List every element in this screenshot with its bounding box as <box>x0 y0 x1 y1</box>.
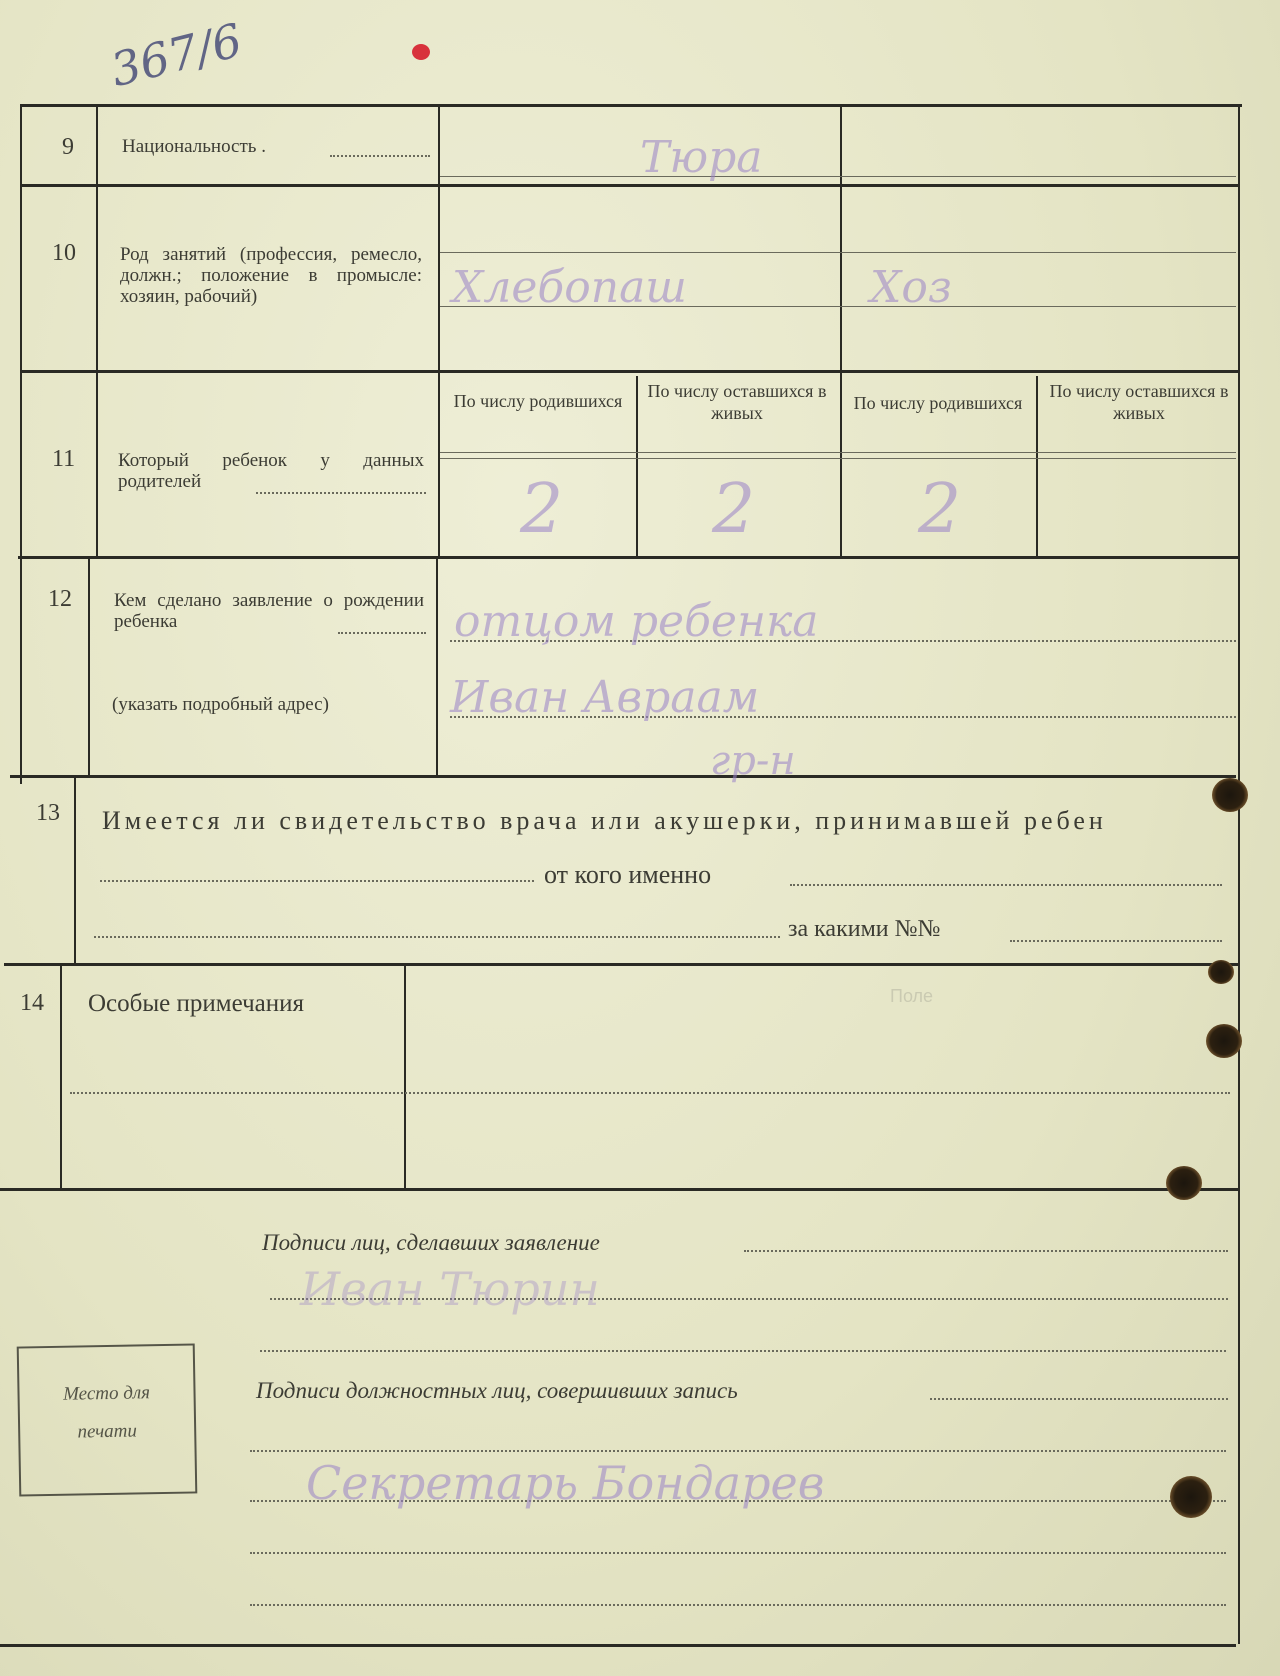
binding-hole <box>1208 960 1234 984</box>
nationality-label: Национальность . <box>122 136 266 157</box>
declarant-value-line3: гр-н <box>710 738 796 784</box>
row11-header-line-2 <box>440 458 1236 459</box>
row9-inner-line <box>440 176 1236 177</box>
row-divider-9-10 <box>22 184 1238 187</box>
row-divider-12-13 <box>10 775 1236 778</box>
red-ink-mark <box>412 44 430 60</box>
row-number-14: 14 <box>20 990 44 1016</box>
col-alive-mother: По числу оставшихся в живых <box>1049 381 1229 423</box>
row11-header-line <box>440 452 1236 453</box>
declarant-value-line2: Иван Авраам <box>450 672 760 723</box>
row-number-10: 10 <box>52 240 76 266</box>
stamp-place-box <box>17 1343 198 1496</box>
row14-line-1 <box>70 1092 1230 1094</box>
nationality-value: Тюра <box>640 132 763 183</box>
table-left-border <box>20 104 22 784</box>
row-divider-13-14 <box>4 963 1238 966</box>
occupation-value-left: Хлебопаш <box>452 262 687 313</box>
row10-line-1 <box>440 252 1236 253</box>
number-column-divider-14 <box>60 963 62 1188</box>
binding-hole <box>1206 1024 1242 1058</box>
sig-line-7 <box>250 1552 1226 1554</box>
nationality-label-dots <box>330 155 430 157</box>
label-column-divider <box>438 104 440 556</box>
col-alive-father: По числу оставшихся в живых <box>647 381 827 423</box>
bleed-through-text: Поле <box>890 986 934 1006</box>
sig-line-4 <box>930 1398 1228 1400</box>
row11-col-divider-3 <box>1036 376 1038 556</box>
child-order-label: Который ребенок у данных родителей <box>118 450 424 492</box>
child-order-label-dots <box>256 492 426 494</box>
row13-line-3 <box>94 936 780 938</box>
number-column-divider-lower <box>88 556 90 775</box>
col-born-father: По числу родившихся <box>453 391 623 411</box>
occupation-value-right: Хоз <box>870 262 952 313</box>
row-divider-11-12 <box>18 556 1238 559</box>
special-notes-label: Особые примечания <box>88 990 304 1017</box>
table-top-border <box>20 104 1242 107</box>
applicants-signature-label: Подписи лиц, сделавших заявление <box>262 1230 600 1255</box>
sig-line-3 <box>260 1350 1226 1352</box>
born-mother-value: 2 <box>918 470 962 549</box>
certificate-question: Имеется ли свидетельство врача или акушерки, принимавшей ребен <box>102 806 1107 835</box>
row-divider-10-11 <box>20 370 1238 373</box>
certificate-numbers-label: за какими №№ <box>788 916 941 942</box>
number-column-divider <box>96 104 98 556</box>
table-right-border <box>1238 104 1240 1644</box>
declarant-label: Кем сделано заявление о рождении ребенка <box>114 590 424 632</box>
row-number-13: 13 <box>36 800 60 826</box>
occupation-label: Род занятий (профессия, ремесло, должн.; положение в промысле: хозяин, рабочий) <box>120 244 422 307</box>
table-bottom-border <box>0 1644 1236 1647</box>
row13-line-2 <box>790 884 1222 886</box>
label-column-divider-14 <box>404 963 406 1188</box>
archive-mark: 367/6 <box>105 12 248 98</box>
row13-line-4 <box>1010 940 1222 942</box>
alive-father-value: 2 <box>712 470 756 549</box>
row-number-11: 11 <box>52 446 76 472</box>
row13-line-1 <box>100 880 534 882</box>
sig-line-1 <box>744 1250 1228 1252</box>
binding-hole <box>1170 1476 1212 1518</box>
from-whom-label: от кого именно <box>544 860 712 889</box>
row11-col-divider-1 <box>636 376 638 556</box>
number-column-divider-13 <box>74 775 76 963</box>
officials-signature: Секретарь Бондарев <box>306 1456 825 1510</box>
sig-line-5 <box>250 1450 1226 1452</box>
address-label: (указать подробный адрес) <box>112 694 329 715</box>
officials-signature-label: Подписи должностных лиц, совершивших запись <box>256 1378 738 1403</box>
applicants-signature: Иван Тюрин <box>300 1262 600 1316</box>
born-father-value: 2 <box>520 470 564 549</box>
parents-column-divider <box>840 104 842 556</box>
col-born-mother: По числу родившихся <box>853 393 1023 413</box>
binding-hole <box>1212 778 1248 812</box>
binding-hole <box>1166 1166 1202 1200</box>
stamp-place-line2: печати <box>77 1420 138 1443</box>
stamp-place-line1: Место для <box>62 1382 151 1405</box>
sig-line-8 <box>250 1604 1226 1606</box>
row-number-12: 12 <box>48 586 72 612</box>
row-number-9: 9 <box>62 134 74 160</box>
declarant-value-line1: отцом ребенка <box>454 596 819 647</box>
row-divider-14-sign <box>0 1188 1240 1191</box>
declarant-label-dots <box>338 632 426 634</box>
label-column-divider-12 <box>436 556 438 775</box>
